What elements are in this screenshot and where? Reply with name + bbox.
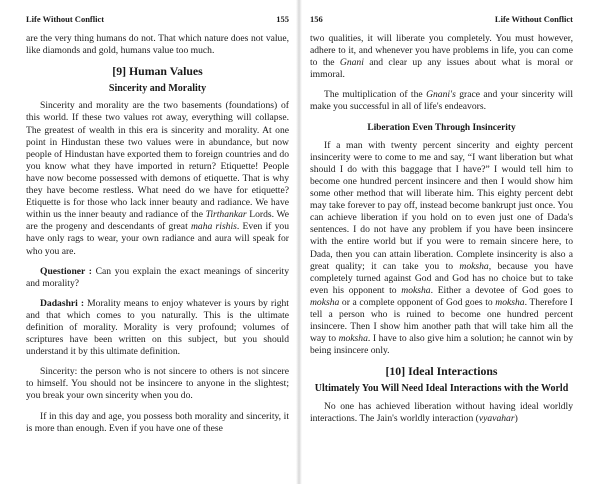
speaker-label: Questioner : — [40, 265, 92, 277]
italic-term: Gnani's — [426, 89, 456, 101]
paragraph: If a man with twenty percent sincerity and eighty percent insincerity were to come to me and say, “I want liberation but what should I do with this baggage that I have?” I would tell him to become one hundred percent insincere and then I would show him some other method that will liberate him. This eighty percent debt may take forever to pay off, instead become bankrupt just once. You can achieve liberation if you hold on to even just one of Dada's sentences. I do not have any problem if you have been insincere with the entire world but if you were to remain sincere here, to Dada, then you can attain liberation. Complete insincerity is also a great quality; it can take you to moksha, because you have completely turned against God and God has no choice but to take even his opponent to moksha. Either a devotee of God goes to moksha or a complete opponent of God goes to moksha. Therefore I tell a person who is ruined to become one hundred percent insincere. Then I show him another path that will take him all the way to moksha. I have to also give him a solution; he cannot win by being insincere only. — [310, 139, 574, 357]
right-running-head — [310, 14, 573, 24]
paragraph: are the very thing humans do not. That which nature does not value, like diamonds and gold, humans value too much. — [26, 33, 289, 57]
italic-term: Tirthankar — [205, 209, 247, 221]
paragraph: Sincerity: the person who is not sincere to others is not sincere to himself. You should not be insincere to anyone in the slightest; you break your own sincerity when you do. — [26, 366, 289, 402]
page-number: 155 — [276, 14, 289, 24]
italic-term: moksha — [459, 260, 489, 272]
italic-term: moksha — [338, 333, 368, 345]
section-heading: [10] Ideal Interactions — [385, 364, 498, 379]
paragraph: If in this day and age, you possess both morality and sincerity, it is more than enough. Even if you have one of these — [26, 410, 289, 434]
header-title: Life Without Conflict — [26, 14, 105, 24]
right-page — [300, 0, 599, 484]
italic-term: vyavahar — [478, 412, 515, 424]
left-body — [26, 33, 289, 435]
italic-term: moksha — [495, 296, 525, 308]
speaker-label: Dadashri : — [40, 297, 85, 309]
section-heading: [9] Human Values — [112, 64, 203, 79]
paragraph: The multiplication of the Gnani's grace and your sincerity will make you successful in all of life's endeavors. — [310, 89, 574, 113]
paragraph: No one has achieved liberation without having ideal worldly interactions. The Jain's worldly interaction (vyavahar) — [310, 400, 573, 424]
page-number: 156 — [310, 14, 323, 24]
left-page — [0, 0, 299, 484]
subheading: Ultimately You Will Need Ideal Interactions with the World — [314, 383, 569, 395]
questioner-paragraph: Questioner : Can you explain the exact meanings of sincerity and morality? — [26, 265, 289, 289]
italic-term: maha rishis — [190, 221, 237, 233]
italic-term: moksha — [401, 284, 431, 296]
italic-term: moksha — [310, 296, 340, 308]
paragraph: two qualities, it will liberate you completely. You must however, adhere to it, and whenever you have problems in life, you can come to the Gnani and clear up any issues about what is moral or immoral. — [310, 33, 573, 81]
paragraph: Sincerity and morality are the two basements (foundations) of this world. If these two values rot away, everything will collapse. The greatest of wealth in this era is sincerity and morality. At one point in Hindustan these two values were in abundance, but now people of Hindustan have exported them to foreign countries and do you know what they have imported in return? Etiquette! People have now become possessed with demons of etiquette. That is why they have become restless. What need do we have for etiquette? Etiquette is for those who lack inner beauty and radiance. We have within us the inner beauty and radiance of the Tirthankar Lords. We are the progeny and descendants of great maha rishis. Even if you have only rags to wear, your own radiance and aura will speak for who you are. — [26, 100, 290, 257]
left-running-head — [26, 14, 289, 24]
subheading: Sincerity and Morality — [108, 83, 207, 95]
italic-term: Gnani — [339, 57, 364, 69]
dadashri-paragraph: Dadashri : Morality means to enjoy whatever is yours by right and that which comes to you naturally. This is the ultimate definition of morality. Morality is very profound; volumes of scriptures have been written on this subject, but you should understand it by this ultimate definition. — [26, 297, 289, 358]
header-title: Life Without Conflict — [494, 14, 573, 24]
subheading: Liberation Even Through Insincerity — [367, 122, 516, 133]
right-body — [310, 33, 573, 425]
